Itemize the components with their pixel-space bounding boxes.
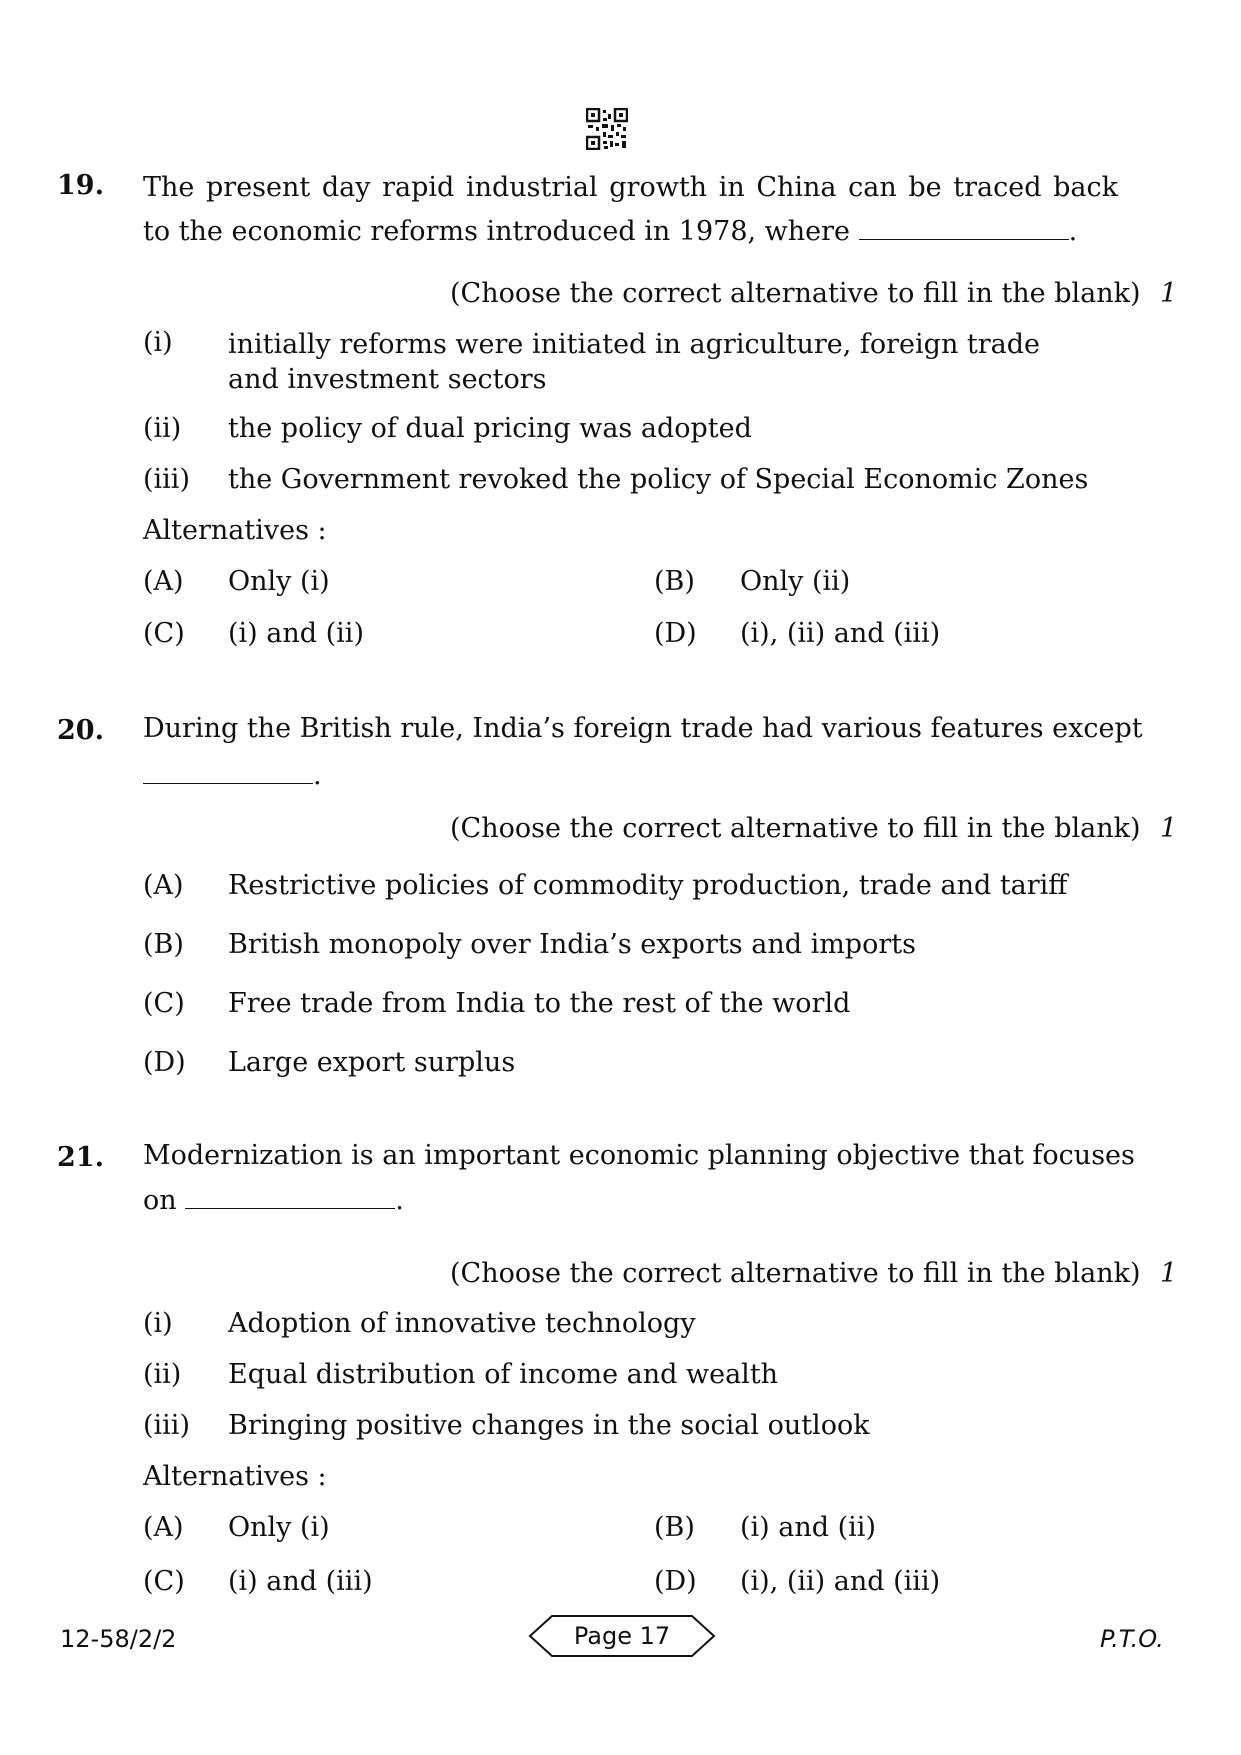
qr-code-icon — [586, 108, 628, 150]
answer-blank — [859, 217, 1069, 240]
question-text-blank-line: . — [143, 760, 322, 791]
statement-label: (i) — [143, 1308, 173, 1339]
option-text: (i), (ii) and (iii) — [740, 1566, 941, 1597]
option-text: (i), (ii) and (iii) — [740, 618, 941, 649]
instruction: (Choose the correct alternative to fill in the blank) — [450, 813, 1141, 844]
option-text: Free trade from India to the rest of the world — [228, 988, 851, 1019]
statement-text: Bringing positive changes in the social outlook — [228, 1410, 870, 1441]
statement-label: (iii) — [143, 1410, 190, 1441]
option-label: (A) — [143, 566, 184, 597]
question-number: 21. — [57, 1142, 104, 1173]
page-number: Page 17 — [573, 1622, 671, 1650]
option-label: (B) — [654, 566, 695, 597]
option-text: Only (ii) — [740, 566, 851, 597]
marks: 1 — [1160, 813, 1178, 844]
marks: 1 — [1160, 1258, 1178, 1289]
option-label: (D) — [143, 1047, 186, 1078]
question-text: Modernization is an important economic planning objective that focuses — [143, 1140, 1135, 1171]
option-label: (C) — [143, 988, 185, 1019]
option-text: (i) and (ii) — [740, 1512, 876, 1543]
statement-text: initially reforms were initiated in agriculture, foreign trade and investment sectors — [228, 329, 1041, 395]
statement-text: the Government revoked the policy of Special Economic Zones — [228, 464, 1089, 495]
pto-label: P.T.O. — [1100, 1625, 1164, 1653]
option-label: (B) — [654, 1512, 695, 1543]
option-label: (C) — [143, 618, 185, 649]
statement-text: Adoption of innovative technology — [228, 1308, 696, 1339]
option-label: (C) — [143, 1566, 185, 1597]
paper-code: 12-58/2/2 — [60, 1625, 177, 1653]
statement-label: (ii) — [143, 413, 182, 444]
option-text: Restrictive policies of commodity production, trade and tariff — [228, 870, 1068, 901]
option-text: (i) and (iii) — [228, 1566, 373, 1597]
statement-label: (i) — [143, 327, 173, 358]
option-label: (D) — [654, 1566, 697, 1597]
option-label: (D) — [654, 618, 697, 649]
statement-label: (iii) — [143, 464, 190, 495]
statement-label: (ii) — [143, 1359, 182, 1390]
alternatives-heading: Alternatives : — [143, 515, 327, 546]
option-label: (A) — [143, 870, 184, 901]
question-text-continued: on . — [143, 1185, 404, 1216]
statement-text: the policy of dual pricing was adopted — [228, 413, 752, 444]
marks: 1 — [1160, 278, 1178, 309]
option-text: Large export surplus — [228, 1047, 516, 1078]
option-text: British monopoly over India’s exports and imports — [228, 929, 916, 960]
statement-text: Equal distribution of income and wealth — [228, 1359, 779, 1390]
answer-blank — [185, 1186, 395, 1209]
question-number: 20. — [57, 715, 104, 746]
question-number: 19. — [57, 170, 104, 201]
answer-blank — [143, 761, 313, 784]
option-label: (B) — [143, 929, 184, 960]
question-text: During the British rule, India’s foreign trade had various features except — [143, 713, 1143, 744]
option-text: Only (i) — [228, 1512, 330, 1543]
instruction: (Choose the correct alternative to fill in the blank) — [450, 1258, 1141, 1289]
alternatives-heading: Alternatives : — [143, 1461, 327, 1492]
question-text: The present day rapid industrial growth in China can be traced back to the economic reforms introduced in 1978, where . — [143, 172, 1118, 247]
option-label: (A) — [143, 1512, 184, 1543]
option-text: (i) and (ii) — [228, 618, 364, 649]
option-text: Only (i) — [228, 566, 330, 597]
instruction: (Choose the correct alternative to fill in the blank) — [450, 278, 1141, 309]
